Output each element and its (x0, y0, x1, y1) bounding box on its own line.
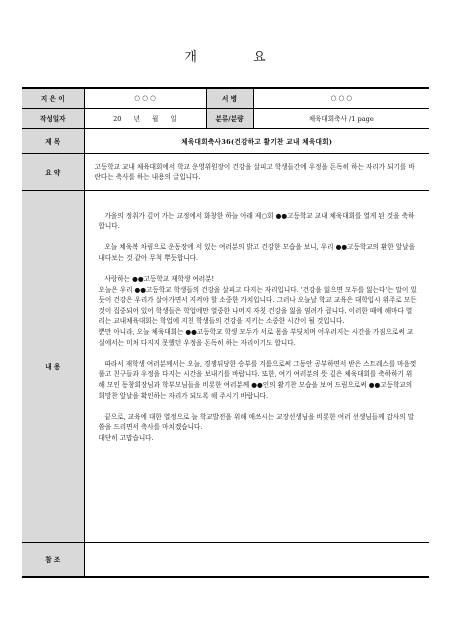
content-row (22, 190, 429, 542)
reference-row (22, 542, 429, 577)
title-rank-value: ○ ○ ○ (253, 88, 429, 108)
author-label: 지 은 이 (22, 88, 84, 108)
content-label: 내 용 (22, 190, 84, 542)
summary-value: 고등학교 교내 체육대회에서 학교 운영위원장이 건강을 살피고 학생들간에 우정을 돈독히 하는 자리가 되기를 바란다는 축사를 하는 내용의 글입니다. (84, 153, 429, 190)
subject-row (22, 128, 429, 153)
summary-row (22, 153, 429, 190)
date-label: 작성일자 (22, 108, 84, 128)
reference-value (84, 542, 429, 577)
subject-value: 체육대회축사36(건강하고 활기찬 교내 체육대회) (84, 128, 429, 153)
content-paragraph-2: 오늘 체육복 차림으로 운동장에 서 있는 여러분의 밝고 건강한 모습을 보니, 우리 ●●고등학교의 환한 앞날을 내다보는 것 같아 무척 뿌듯합니다. (98, 243, 415, 262)
author-row (22, 88, 429, 108)
category-label: 분류/분량 (206, 108, 253, 128)
category-value: 체육대회축사 /1 page (253, 108, 429, 128)
summary-label: 요 약 (22, 153, 84, 190)
content-paragraph-3: 사랑하는 ●●고등학교 재학생 여러분! 오늘은 우리 ●●고등학교 학생들의 건강을 살피고 다지는 자리입니다. '건강을 잃으면 모두를 잃는다'는 말이 있듯이 건강은 우리가 살아가면서 지켜야 할 소중한 가치입니다. 그러나 오늘날 학교 교육은 대학입시 위주로 모든 것이 집중되어 있어 학생들은 학업에만 열중한 나머지 자칫 건강을 잃을 염려가 큽니다. 이러한 때에 해마다 열리는 교내체육대회는 학업에 지친 학생들의 건강을 지키는 소중한 시간이 될 것입니다. 뿐만 아니라, 오늘 체육대회는 ●●고등학교 학생 모두가 서로 몸을 부딪치며 어우러지는 시간을 가짐으로써 교실에서는 미처 다지지 못했던 우정을 돈독히 하는 자리이기도 합니다. (98, 275, 417, 347)
content-paragraph-5: 끝으로, 교육에 대한 열정으로 늘 학교발전을 위해 애쓰시는 교장선생님을 비롯한 여러 선생님들께 감사의 말씀을 드리면서 축사를 마치겠습니다. 대단히 고맙습니다. (98, 412, 415, 442)
date-row (22, 108, 429, 128)
content-body (84, 190, 429, 542)
content-paragraph-4: 따라서 재학생 여러분께서는 오늘, 경쟁뒤당한 승부를 겨룸으로써 그동안 공부하면서 받은 스트레스를 마음껏 풀고 친구들과 우정을 다지는 시간을 보내기를 바랍니다. 또한, 여기 여러분의 뜻 깊은 체육대회를 축하하기 위해 모인 동창회장님과 학부모님들을 비롯한 여러분께 ●●인의 활기찬 모습을 보여 드림으로써 ●●고등학교의 희망찬 앞날을 확인하는 자리가 되도록 해 주시기 바랍니다. (98, 359, 417, 400)
page-title: 개 요 (184, 50, 292, 65)
summary-form-table (22, 87, 429, 578)
subject-label: 제 목 (22, 128, 84, 153)
title-rank-label: 서 병 (206, 88, 253, 108)
author-value: ○ ○ ○ (84, 88, 206, 108)
content-paragraph-1: 가을의 정취가 깊어 가는 교정에서 화창한 하늘 아래 제○회 ●●고등학교 교내 체육대회를 열게 된 것을 축하합니다. (98, 211, 415, 231)
reference-label: 참 조 (22, 542, 84, 577)
date-value: 20 년 월 일 (84, 108, 206, 128)
